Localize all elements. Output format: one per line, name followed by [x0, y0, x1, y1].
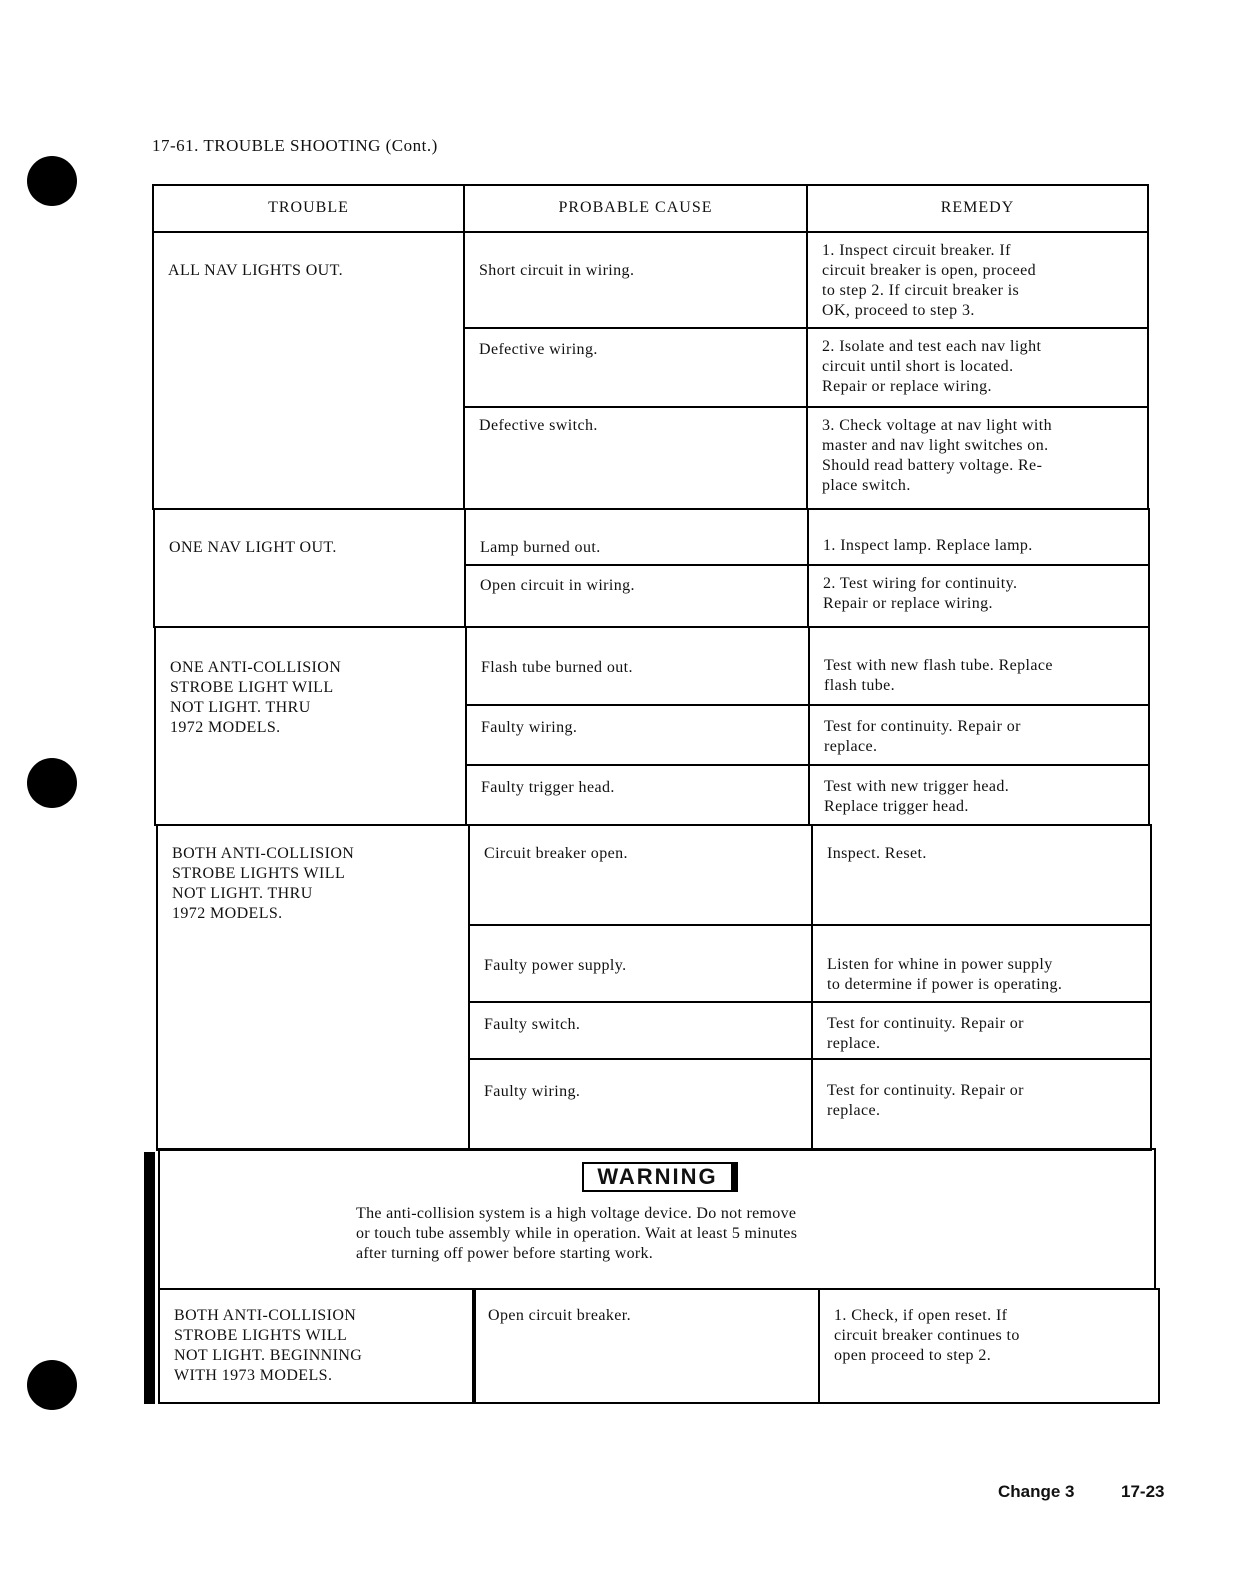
binder-hole — [27, 1360, 77, 1410]
page-number: 17-23 — [1121, 1482, 1165, 1501]
cause-cell: Defective switch. — [463, 406, 808, 510]
remedy-cell: 1. Check, if open reset. If circuit breaker continues to open proceed to step 2. — [818, 1288, 1160, 1404]
remedy-cell: Test for continuity. Repair or replace. — [808, 704, 1150, 766]
cause-cell: Flash tube burned out. — [465, 626, 810, 706]
cause-cell: Open circuit in wiring. — [464, 564, 809, 628]
cause-cell: Faulty switch. — [468, 1001, 813, 1060]
remedy-cell: Listen for whine in power supply to determine if power is operating. — [811, 924, 1152, 1003]
remedy-cell: Inspect. Reset. — [811, 824, 1152, 926]
header-remedy: REMEDY — [806, 184, 1149, 233]
change-bar — [144, 1152, 155, 1404]
remedy-cell: Test for continuity. Repair or replace. — [811, 1001, 1152, 1060]
remedy-cell: Test for continuity. Repair or replace. — [811, 1058, 1152, 1151]
cause-cell: Faulty trigger head. — [465, 764, 810, 826]
cause-cell: Defective wiring. — [463, 327, 808, 408]
header-probable-cause: PROBABLE CAUSE — [463, 184, 808, 233]
cause-cell: Circuit breaker open. — [468, 824, 813, 926]
remedy-cell: 3. Check voltage at nav light with master and nav light switches on. Should read battery voltage. Re- place switch. — [806, 406, 1149, 510]
header-trouble: TROUBLE — [152, 184, 465, 233]
remedy-cell: 2. Test wiring for continuity. Repair or replace wiring. — [807, 564, 1150, 628]
trouble-cell: ONE ANTI-COLLISION STROBE LIGHT WILL NOT LIGHT. THRU 1972 MODELS. — [154, 626, 467, 826]
cause-cell: Open circuit breaker. — [472, 1288, 820, 1404]
cause-cell: Short circuit in wiring. — [463, 231, 808, 329]
trouble-cell: ONE NAV LIGHT OUT. — [153, 508, 466, 628]
section-title: 17-61. TROUBLE SHOOTING (Cont.) — [152, 136, 438, 155]
remedy-cell: Test with new flash tube. Replace flash tube. — [808, 626, 1150, 706]
warning-text: The anti-collision system is a high voltage device. Do not remove or touch tube assembly while in operation. Wait at least 5 minutes after turning off power before starting work. — [356, 1205, 798, 1262]
remedy-cell: 1. Inspect lamp. Replace lamp. — [807, 508, 1150, 566]
trouble-cell: ALL NAV LIGHTS OUT. — [152, 231, 465, 510]
change-number: Change 3 — [998, 1482, 1075, 1501]
warning-label: WARNING — [582, 1162, 738, 1192]
remedy-cell: 1. Inspect circuit breaker. If circuit breaker is open, proceed to step 2. If circuit breaker is OK, proceed to step 3. — [806, 231, 1149, 329]
cause-cell: Lamp burned out. — [464, 508, 809, 566]
cause-cell: Faulty power supply. — [468, 924, 813, 1003]
cause-cell: Faulty wiring. — [465, 704, 810, 766]
remedy-cell: 2. Isolate and test each nav light circuit until short is located. Repair or replace wiring. — [806, 327, 1149, 408]
cause-cell: Faulty wiring. — [468, 1058, 813, 1151]
trouble-cell: BOTH ANTI-COLLISION STROBE LIGHTS WILL NOT LIGHT. THRU 1972 MODELS. — [156, 824, 470, 1151]
trouble-cell: BOTH ANTI-COLLISION STROBE LIGHTS WILL NOT LIGHT. BEGINNING WITH 1973 MODELS. — [158, 1288, 476, 1404]
remedy-cell: Test with new trigger head. Replace trigger head. — [808, 764, 1150, 826]
binder-hole — [27, 156, 77, 206]
binder-hole — [27, 758, 77, 808]
